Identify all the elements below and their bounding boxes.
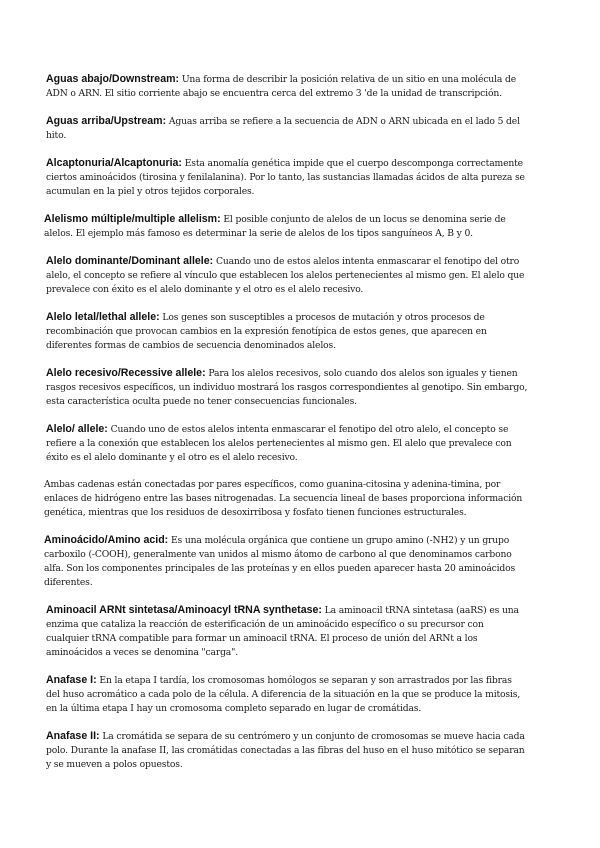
glossary-term: Alelo letal/lethal allele:: [46, 311, 160, 323]
glossary-definition: La aminoacil tRNA sintetasa (aaRS) es una enzima que cataliza la reacción de esterificación de un aminoácido específico o su precursor con cualquier tRNA compatible para formar un aminoacil tRNA. El proceso de unión del ARNt a los aminoácidos a veces se denomina "carga".: [46, 605, 519, 658]
glossary-entry-downstream: [44, 72, 528, 101]
glossary-term: Alelo dominante/Dominant allele:: [46, 255, 214, 267]
glossary-entry-upstream: [44, 114, 528, 143]
glossary-term: Alelo/ allele:: [46, 423, 108, 435]
glossary-definition: Para los alelos recesivos, solo cuando dos alelos son iguales y tienen rasgos recesivos específicos, un individuo mostrará los rasgos correspondientes al genotipo. Sin embargo, esta característica oculta puede no tener consecuencias funcionales.: [46, 368, 528, 407]
glossary-term: Alelo recesivo/Recessive allele:: [46, 367, 206, 379]
glossary-term: Aguas arriba/Upstream:: [46, 115, 167, 127]
glossary-entry-multiple-allelism: [44, 212, 528, 241]
glossary-definition: Una forma de describir la posición relativa de un sitio en una molécula de ADN o ARN. El sitio corriente abajo se encuentra cerca del extremo 3 'de la unidad de transcripción.: [46, 74, 516, 99]
glossary-definition: Es una molécula orgánica que contiene un grupo amino (-NH2) y un grupo carboxilo (-COOH), generalmente van unidos al mismo átomo de carbono al que denominamos carbono alfa. Son los componentes principales de las proteínas y en ellos pueden aparecer hasta 20 aminoácidos diferentes.: [44, 535, 516, 588]
glossary-entry-allele: [44, 422, 528, 465]
glossary-term: Alelismo múltiple/multiple allelism:: [44, 213, 221, 225]
glossary-term: Aminoacil ARNt sintetasa/Aminoacyl tRNA synthetase:: [46, 604, 322, 616]
glossary-entry-aminoacyl-trna-synthetase: [44, 603, 528, 660]
glossary-definition: La cromátida se separa de su centrómero y un conjunto de cromosomas se mueve hacia cada polo. Durante la anafase II, las cromátidas conectadas a las fibras del huso en el huso mitótico se separan y se mueven a polos opuestos.: [46, 731, 525, 770]
glossary-definition: Esta anomalía genética impide que el cuerpo descomponga correctamente ciertos aminoácidos (tirosina y fenilalanina). Por lo tanto, las sustancias llamadas ácidos de alta pureza se acumulan en la piel y otros tejidos corporales.: [46, 158, 525, 197]
glossary-definition: Cuando uno de estos alelos intenta enmascarar el fenotipo del otro alelo, el concepto se refiere al vínculo que establecen los alelos pertenecientes al mismo gen. El alelo que prevalece con éxito es el alelo dominante y el otro es el alelo recesivo.: [46, 256, 525, 295]
glossary-entry-lethal-allele: [44, 310, 528, 353]
glossary-entry-dominant-allele: [44, 254, 528, 297]
glossary-term: Alcaptonuria/Alcaptonuria:: [46, 157, 182, 169]
glossary-term: Anafase I:: [46, 674, 97, 686]
paragraph-text: Ambas cadenas están conectadas por pares específicos, como guanina-citosina y adenina-timina, por enlaces de hidrógeno entre las bases nitrogenadas. La secuencia lineal de bases proporciona información genética, mientras que los residuos de desoxirribosa y fosfato tienen funciones estructurales.: [44, 479, 523, 518]
glossary-entry-alcaptonuria: [44, 156, 528, 199]
glossary-paragraph-dna-strands: [44, 478, 528, 520]
glossary-definition: En la etapa I tardía, los cromosomas homólogos se separan y son arrastrados por las fibras del huso acromático a cada polo de la célula. A diferencia de la situación en la que se produce la mitosis, en la última etapa I hay un cromosoma completo separado en lugar de cromátidas.: [46, 675, 521, 714]
glossary-term: Aguas abajo/Downstream:: [46, 73, 180, 85]
glossary-term: Aminoácido/Amino acid:: [44, 534, 169, 546]
glossary-definition: Cuando uno de estos alelos intenta enmascarar el fenotipo del otro alelo, el concepto se refiere a la conexión que establecen los alelos pertenecientes al mismo gen. El alelo que prevalece con éxito es el alelo dominante y el otro es el alelo recesivo.: [46, 424, 512, 463]
glossary-term: Anafase II:: [46, 730, 100, 742]
glossary-entry-anaphase-2: [44, 729, 528, 772]
glossary-definition: Los genes son susceptibles a procesos de mutación y otros procesos de recombinación que provocan cambios en la expresión fenotípica de estos genes, que aparecen en diferentes formas de cambios de secuencia denominados alelos.: [46, 312, 487, 351]
glossary-entry-anaphase-1: [44, 673, 528, 716]
glossary-entry-recessive-allele: [44, 366, 528, 409]
glossary-definition: El posible conjunto de alelos de un locus se denomina serie de alelos. El ejemplo más famoso es determinar la serie de alelos de los tipos sanguíneos A, B y 0.: [44, 214, 506, 239]
glossary-entry-amino-acid: [44, 533, 528, 590]
glossary-definition: Aguas arriba se refiere a la secuencia de ADN o ARN ubicada en el lado 5 del hito.: [46, 116, 520, 141]
